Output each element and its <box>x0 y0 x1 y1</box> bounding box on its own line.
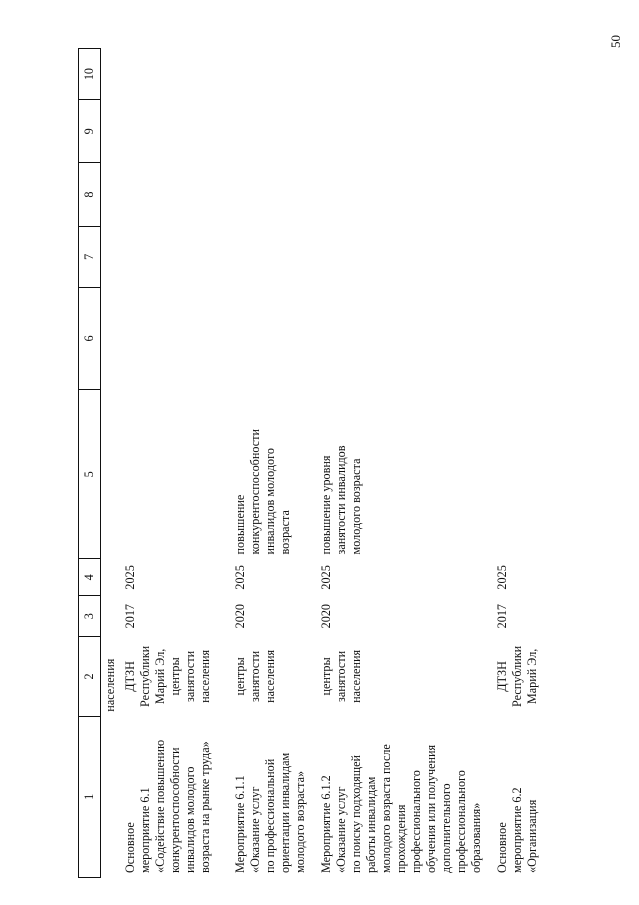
end-year-cell <box>101 559 121 596</box>
start-year-cell <box>101 596 121 637</box>
page-number: 50 <box>608 35 623 48</box>
column-header-7: 7 <box>79 226 101 287</box>
table-row <box>101 49 121 878</box>
column-header-2: 2 <box>79 637 101 717</box>
column-header-4: 4 <box>79 559 101 596</box>
executor-cell: центры занятости населения <box>232 649 277 703</box>
activity-name-cell: Основное мероприятие 6.1 «Содействие повышению конкурентоспособности инвалидов молодого возраста на рынке труда» <box>122 739 212 873</box>
program-activities-table <box>78 48 553 878</box>
activity-name-cell: Мероприятие 6.1.1 «Оказание услуг по профессиональной ориентации инвалидам молодого возраста» <box>232 752 307 873</box>
expected-result-cell: повышение уровня занятости инвалидов молодого возраста <box>318 445 363 555</box>
table-row <box>317 49 493 878</box>
end-year-cell: 2025 <box>122 565 137 590</box>
end-year-cell: 2025 <box>494 565 509 590</box>
table-row <box>231 49 317 878</box>
activity-name-cell: Мероприятие 6.1.2 «Оказание услуг по поиску подходящей работы инвалидам молодого возраста после прохождения профессионального обучения или получения дополнительного профессионального образования» <box>318 744 483 873</box>
start-year-cell: 2020 <box>318 603 333 629</box>
start-year-cell: 2017 <box>122 603 137 629</box>
executor-cell: ДТЗН Республики Марий Эл, центры занятости населения <box>122 645 212 707</box>
activity-name-cell <box>101 716 121 877</box>
column-header-10: 10 <box>79 49 101 100</box>
column-header-6: 6 <box>79 287 101 389</box>
executor-cell: ДТЗН Республики Марий Эл, <box>494 645 539 707</box>
expected-result-cell: повышение конкурентоспособности инвалидов молодого возраста <box>232 428 292 555</box>
end-year-cell: 2025 <box>318 565 333 590</box>
column-header-9: 9 <box>79 100 101 163</box>
column-header-5: 5 <box>79 390 101 559</box>
expected-result-cell <box>121 390 231 559</box>
end-year-cell: 2025 <box>232 565 247 590</box>
executor-cell: населения <box>103 658 117 712</box>
rotated-table-wrapper <box>78 48 638 878</box>
activity-name-cell: Основное мероприятие 6.2 «Организация <box>494 787 539 873</box>
table-row <box>493 49 553 878</box>
column-header-3: 3 <box>79 596 101 637</box>
expected-result-cell <box>101 390 121 559</box>
start-year-cell: 2017 <box>494 603 509 629</box>
expected-result-cell <box>493 390 553 559</box>
table-row <box>121 49 231 878</box>
column-number-row <box>79 49 101 878</box>
start-year-cell: 2020 <box>232 603 247 629</box>
column-header-8: 8 <box>79 163 101 226</box>
column-header-1: 1 <box>79 716 101 877</box>
executor-cell: центры занятости населения <box>318 649 363 703</box>
